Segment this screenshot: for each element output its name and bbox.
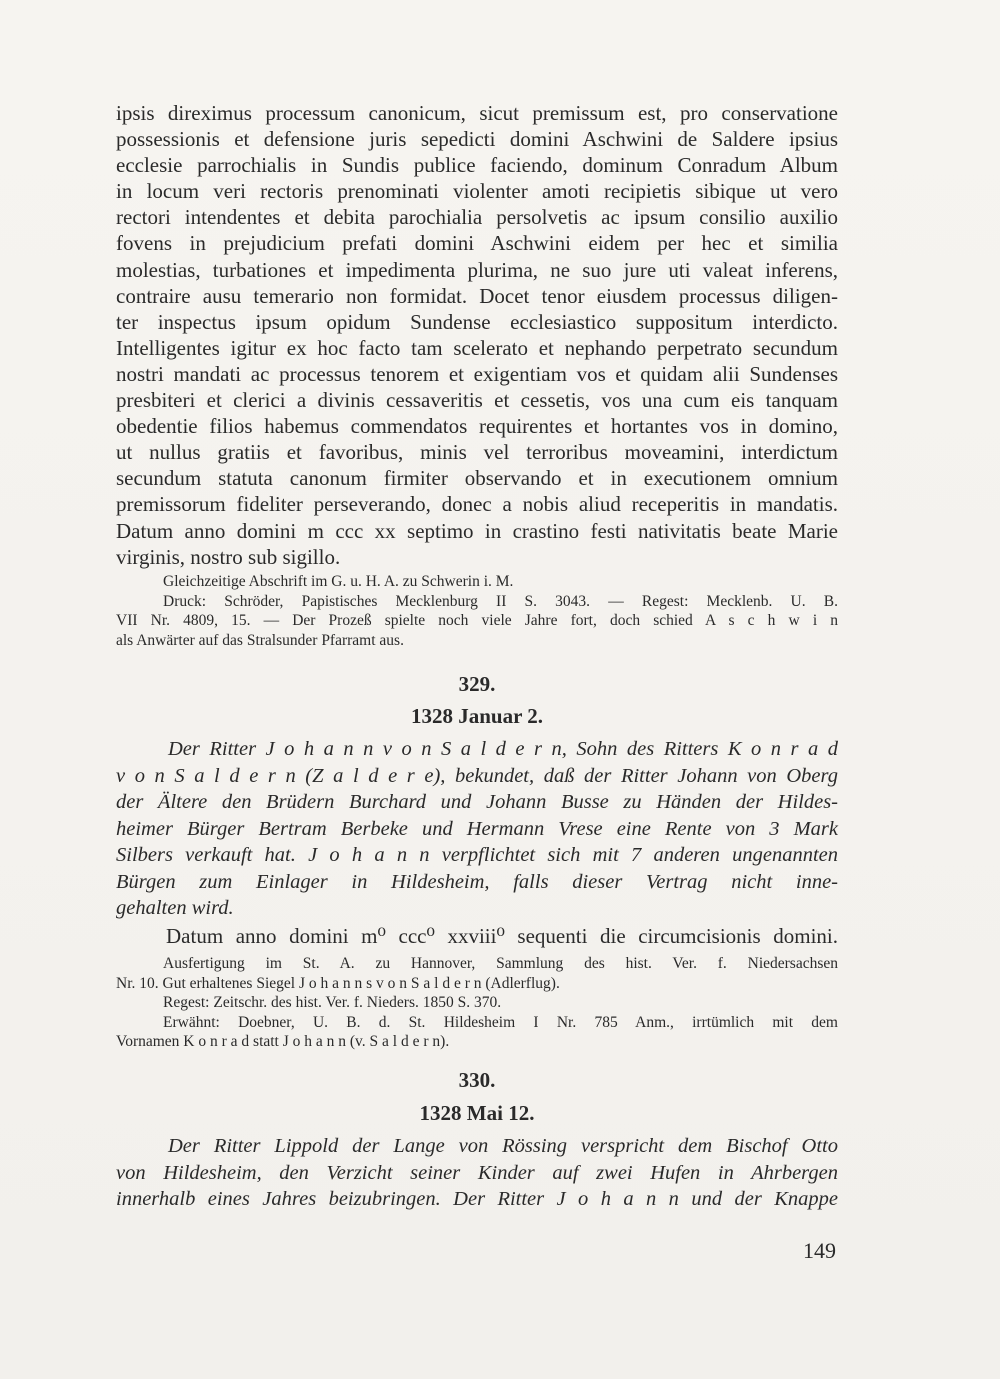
summary-line: der Ältere den Brüdern Burchard und Johann Busse zu Händen der Hildes- — [116, 791, 838, 813]
document-summary — [116, 736, 838, 922]
text-line: secundum statuta canonum firmiter observando et in executionem omnium — [116, 466, 838, 491]
datum-line: Datum anno domini m⁰ ccc⁰ xxviii⁰ sequenti die circumcisionis domini. — [166, 924, 838, 948]
summary-line: gehalten wird. — [116, 897, 234, 919]
note-line: als Anwärter auf das Stralsunder Pfarramt aus. — [116, 631, 404, 649]
archival-notes — [116, 954, 838, 1052]
note-line: Druck: Schröder, Papistisches Mecklenburg II S. 3043. — Regest: Mecklenb. U. B. — [163, 592, 838, 610]
note-line: Ausfertigung im St. A. zu Hannover, Sammlung des hist. Ver. f. Niedersachsen — [163, 955, 838, 972]
text-line: presbiteri et clerici a divinis cessaveritis et cessetis, vos una cum eis tanquam — [116, 388, 838, 413]
note-line: Gleichzeitige Abschrift im G. u. H. A. zu Schwerin i. M. — [163, 573, 514, 590]
dating-clause — [116, 923, 838, 949]
page-number: 149 — [803, 1238, 836, 1263]
text-line: possessionis et defensione juris sepedicti domini Aschwini de Saldere ipsius — [116, 127, 838, 152]
text-line: Datum anno domini m ccc xx septimo in crastino festi nativitatis beate Marie — [116, 518, 838, 543]
text-line: ipsis direximus processum canonicum, sicut premissum est, pro conservatione — [116, 101, 838, 125]
summary-line: von Hildesheim, den Verzicht seiner Kinder auf zwei Hufen in Ahrbergen — [116, 1161, 838, 1184]
text-line: obedentie filios habemus commendatos requirentes et hortantes vos in domino, — [116, 414, 838, 439]
text-line: ter inspectus ipsum opidum Sundense ecclesiastico suppositum interdicto. — [116, 309, 838, 334]
text-line: Intelligentes igitur ex hoc facto tam scelerato et nephando perpetrato secundum — [116, 335, 838, 360]
note-line: VII Nr. 4809, 15. — Der Prozeß spielte noch viele Jahre fort, doch schied A s c h w i n — [116, 612, 838, 629]
note-line: Erwähnt: Doebner, U. B. d. St. Hildesheim I Nr. 785 Anm., irrtümlich mit dem — [163, 1013, 838, 1031]
text-line: premissorum fideliter perseverando, donec a nobis aliud receperitis in mandatis. — [116, 492, 838, 517]
summary-line: Der Ritter J o h a n n v o n S a l d e r n, Sohn des Ritters K o n r a d — [168, 738, 838, 760]
note-line: Nr. 10. Gut erhaltenes Siegel J o h a n n s v o n S a l d e r n (Adlerflug). — [116, 974, 560, 992]
source-note-block — [116, 572, 838, 650]
text-line: molestias, turbationes et impedimenta plurima, ne suo jure uti valeat inferens, — [116, 257, 838, 282]
document-summary — [116, 1133, 838, 1213]
note-line: Vornamen K o n r a d statt J o h a n n (v. S a l d e r n). — [116, 1033, 450, 1050]
summary-line: Bürgen zum Einlager in Hildesheim, falls dieser Vertrag nicht inne- — [116, 870, 838, 893]
summary-line: Silbers verkauft hat. J o h a n n verpflichtet sich mit 7 anderen ungenannten — [116, 844, 838, 866]
document-number: 330. — [458, 1068, 496, 1092]
text-line: ecclesie parrochialis in Sundis publice faciendo, dominum Conradum Album — [116, 153, 838, 178]
summary-line: heimer Bürger Bertram Berbeke und Hermann Vrese eine Rente von 3 Mark — [116, 817, 838, 840]
main-text-block — [116, 100, 838, 570]
summary-line: innerhalb eines Jahres beizubringen. Der Ritter J o h a n n und der Knappe — [116, 1188, 838, 1210]
document-date: 1328 Januar 2. — [410, 704, 544, 728]
note-line: Regest: Zeitschr. des hist. Ver. f. Nieders. 1850 S. 370. — [163, 994, 502, 1011]
text-line: contraire ausu temerario non formidat. Docet tenor eiusdem processus diligen- — [116, 283, 838, 308]
text-line: ut nullus gratiis et favoribus, minis vel terroribus moveamini, interdictum — [116, 440, 838, 465]
text-line: fovens in prejudicium prefati domini Aschwini eidem per hec et similia — [116, 231, 838, 256]
text-line: in locum veri rectoris prenominati violenter amoti recipietis sibique ut vero — [116, 179, 838, 204]
summary-line: v o n S a l d e r n (Z a l d e r e), bekundet, daß der Ritter Johann von Oberg — [116, 764, 838, 787]
document-date: 1328 Mai 12. — [419, 1101, 535, 1125]
text-line: rectori intendentes et debita parochialia persolvetis ac ipsum consilio auxilio — [116, 205, 838, 230]
text-line: virginis, nostro sub sigillo. — [116, 544, 341, 569]
text-line: nostri mandati ac processus tenorem et exigentiam vos et quidam alii Sundenses — [116, 361, 838, 386]
summary-line: Der Ritter Lippold der Lange von Rössing verspricht dem Bischof Otto — [168, 1135, 838, 1157]
document-number: 329. — [458, 672, 496, 696]
